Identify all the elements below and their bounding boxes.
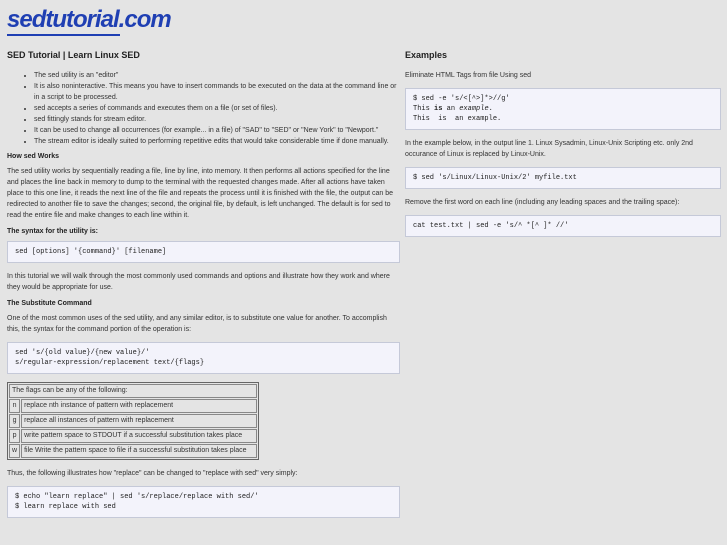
syntax-heading: The syntax for the utility is:: [7, 228, 99, 235]
feature-item: • It is also noninteractive. This means you have to insert commands to be executed on the data at the command line or in a script to be processed.: [34, 81, 400, 103]
replace-code-block: [7, 486, 400, 518]
code-line: sed [options] '{command}' [filename]: [15, 248, 167, 256]
feature-item: • The stream editor is ideally suited to performing repetitive edits that would take considerable time if done manually.: [34, 136, 400, 147]
flag-key: w: [9, 444, 20, 458]
substitute-code-block: [7, 342, 400, 374]
flag-key: p: [9, 429, 20, 443]
how-sed-works-heading: How sed Works: [7, 153, 59, 160]
code-line: s/regular-expression/replacement text/{flags}: [15, 359, 205, 367]
code-text: This: [413, 105, 435, 113]
tutorial-intro-text: In this tutorial we will walk through the most commonly used commands and options and illustrate how they work and where they would be appropriate for use.: [7, 273, 390, 291]
flag-desc: replace all instances of pattern with replacement: [21, 414, 257, 428]
example3-text: Remove the first word on each line (including any leading spaces and the trailing space):: [405, 199, 680, 206]
examples-title: Examples: [405, 50, 448, 60]
code-line: $ sed -e 's/<[^>]*>//g': [413, 95, 510, 103]
example1-code-block: [405, 88, 721, 130]
substitute-text: One of the most common uses of the sed utility, and any similar editor, is to substitute one value for another. To accomplish this, the syntax for the command portion of the operation is:: [7, 315, 387, 333]
feature-item: • It can be used to change all occurrences (for example... in a file) of "SAD" to "SED" or "New York" to "Newport.": [34, 125, 400, 136]
code-line: sed 's/{old value}/{new value}/': [15, 349, 150, 357]
table-header-row: [9, 384, 257, 398]
flags-table: [7, 382, 259, 460]
example2-code-block: [405, 167, 721, 189]
code-line: This is an example.: [413, 105, 493, 113]
code-text-bold: is: [434, 105, 443, 113]
substitute-heading: The Substitute Command: [7, 300, 92, 307]
code-line: $ echo "learn replace" | sed 's/replace/replace with sed/': [15, 493, 259, 501]
how-sed-works-text: The sed utility works by sequentially reading a file, line by line, into memory. It then performs all actions specified for the line and places the line back in memory to dump to the terminal with the requested changes made. After all actions have taken place to this one line, it reads the next line of the file and repeats the process until it is finished with the file, the output can be redirected to another file to save the changes; second, the original file, by default, is left unchanged. The default is for sed to read the entire file and make changes to each line within it.: [7, 168, 394, 219]
example2-text: In the example below, in the output line 1. Linux Sysadmin, Linux-Unix Scripting etc. only 2nd occurance of Linux is replaced by Linux-Unix.: [405, 140, 693, 158]
example3-code-block: [405, 215, 721, 237]
code-line: This is an example.: [413, 115, 502, 123]
flag-key: g: [9, 414, 20, 428]
logo-text: sedtutorial.com: [7, 6, 171, 33]
flags-table-header: The flags can be any of the following:: [9, 384, 257, 398]
flag-desc: replace nth instance of pattern with replacement: [21, 399, 257, 413]
feature-item: • The sed utility is an "editor": [34, 70, 400, 81]
code-line: $ learn replace with sed: [15, 503, 116, 511]
examples-sidebar: [405, 50, 721, 245]
table-row: [9, 444, 257, 458]
flag-desc: write pattern space to STDOUT if a successful substitution takes place: [21, 429, 257, 443]
main-content: [7, 50, 400, 526]
code-text-italic: example: [459, 105, 489, 113]
table-row: [9, 429, 257, 443]
feature-item: • sed accepts a series of commands and executes them on a file (or set of files).: [34, 103, 400, 114]
code-text: an: [442, 105, 460, 113]
page-title: SED Tutorial | Learn Linux SED: [7, 50, 140, 60]
feature-list: [7, 70, 400, 147]
table-row: [9, 414, 257, 428]
replace-intro-text: Thus, the following illustrates how "replace" can be changed to "replace with sed" very simply:: [7, 470, 298, 477]
example1-text: Eliminate HTML Tags from file Using sed: [405, 72, 532, 79]
feature-item: • sed fittingly stands for stream editor.: [34, 114, 400, 125]
syntax-code-block: [7, 241, 400, 263]
code-line: $ sed 's/Linux/Linux-Unix/2' myfile.txt: [413, 174, 577, 182]
table-row: [9, 399, 257, 413]
flag-key: n: [9, 399, 20, 413]
site-logo[interactable]: [7, 3, 171, 41]
flag-desc: file Write the pattern space to file if a successful substitution takes place: [21, 444, 257, 458]
code-line: cat test.txt | sed -e 's/^ *[^ ]* //': [413, 222, 569, 230]
